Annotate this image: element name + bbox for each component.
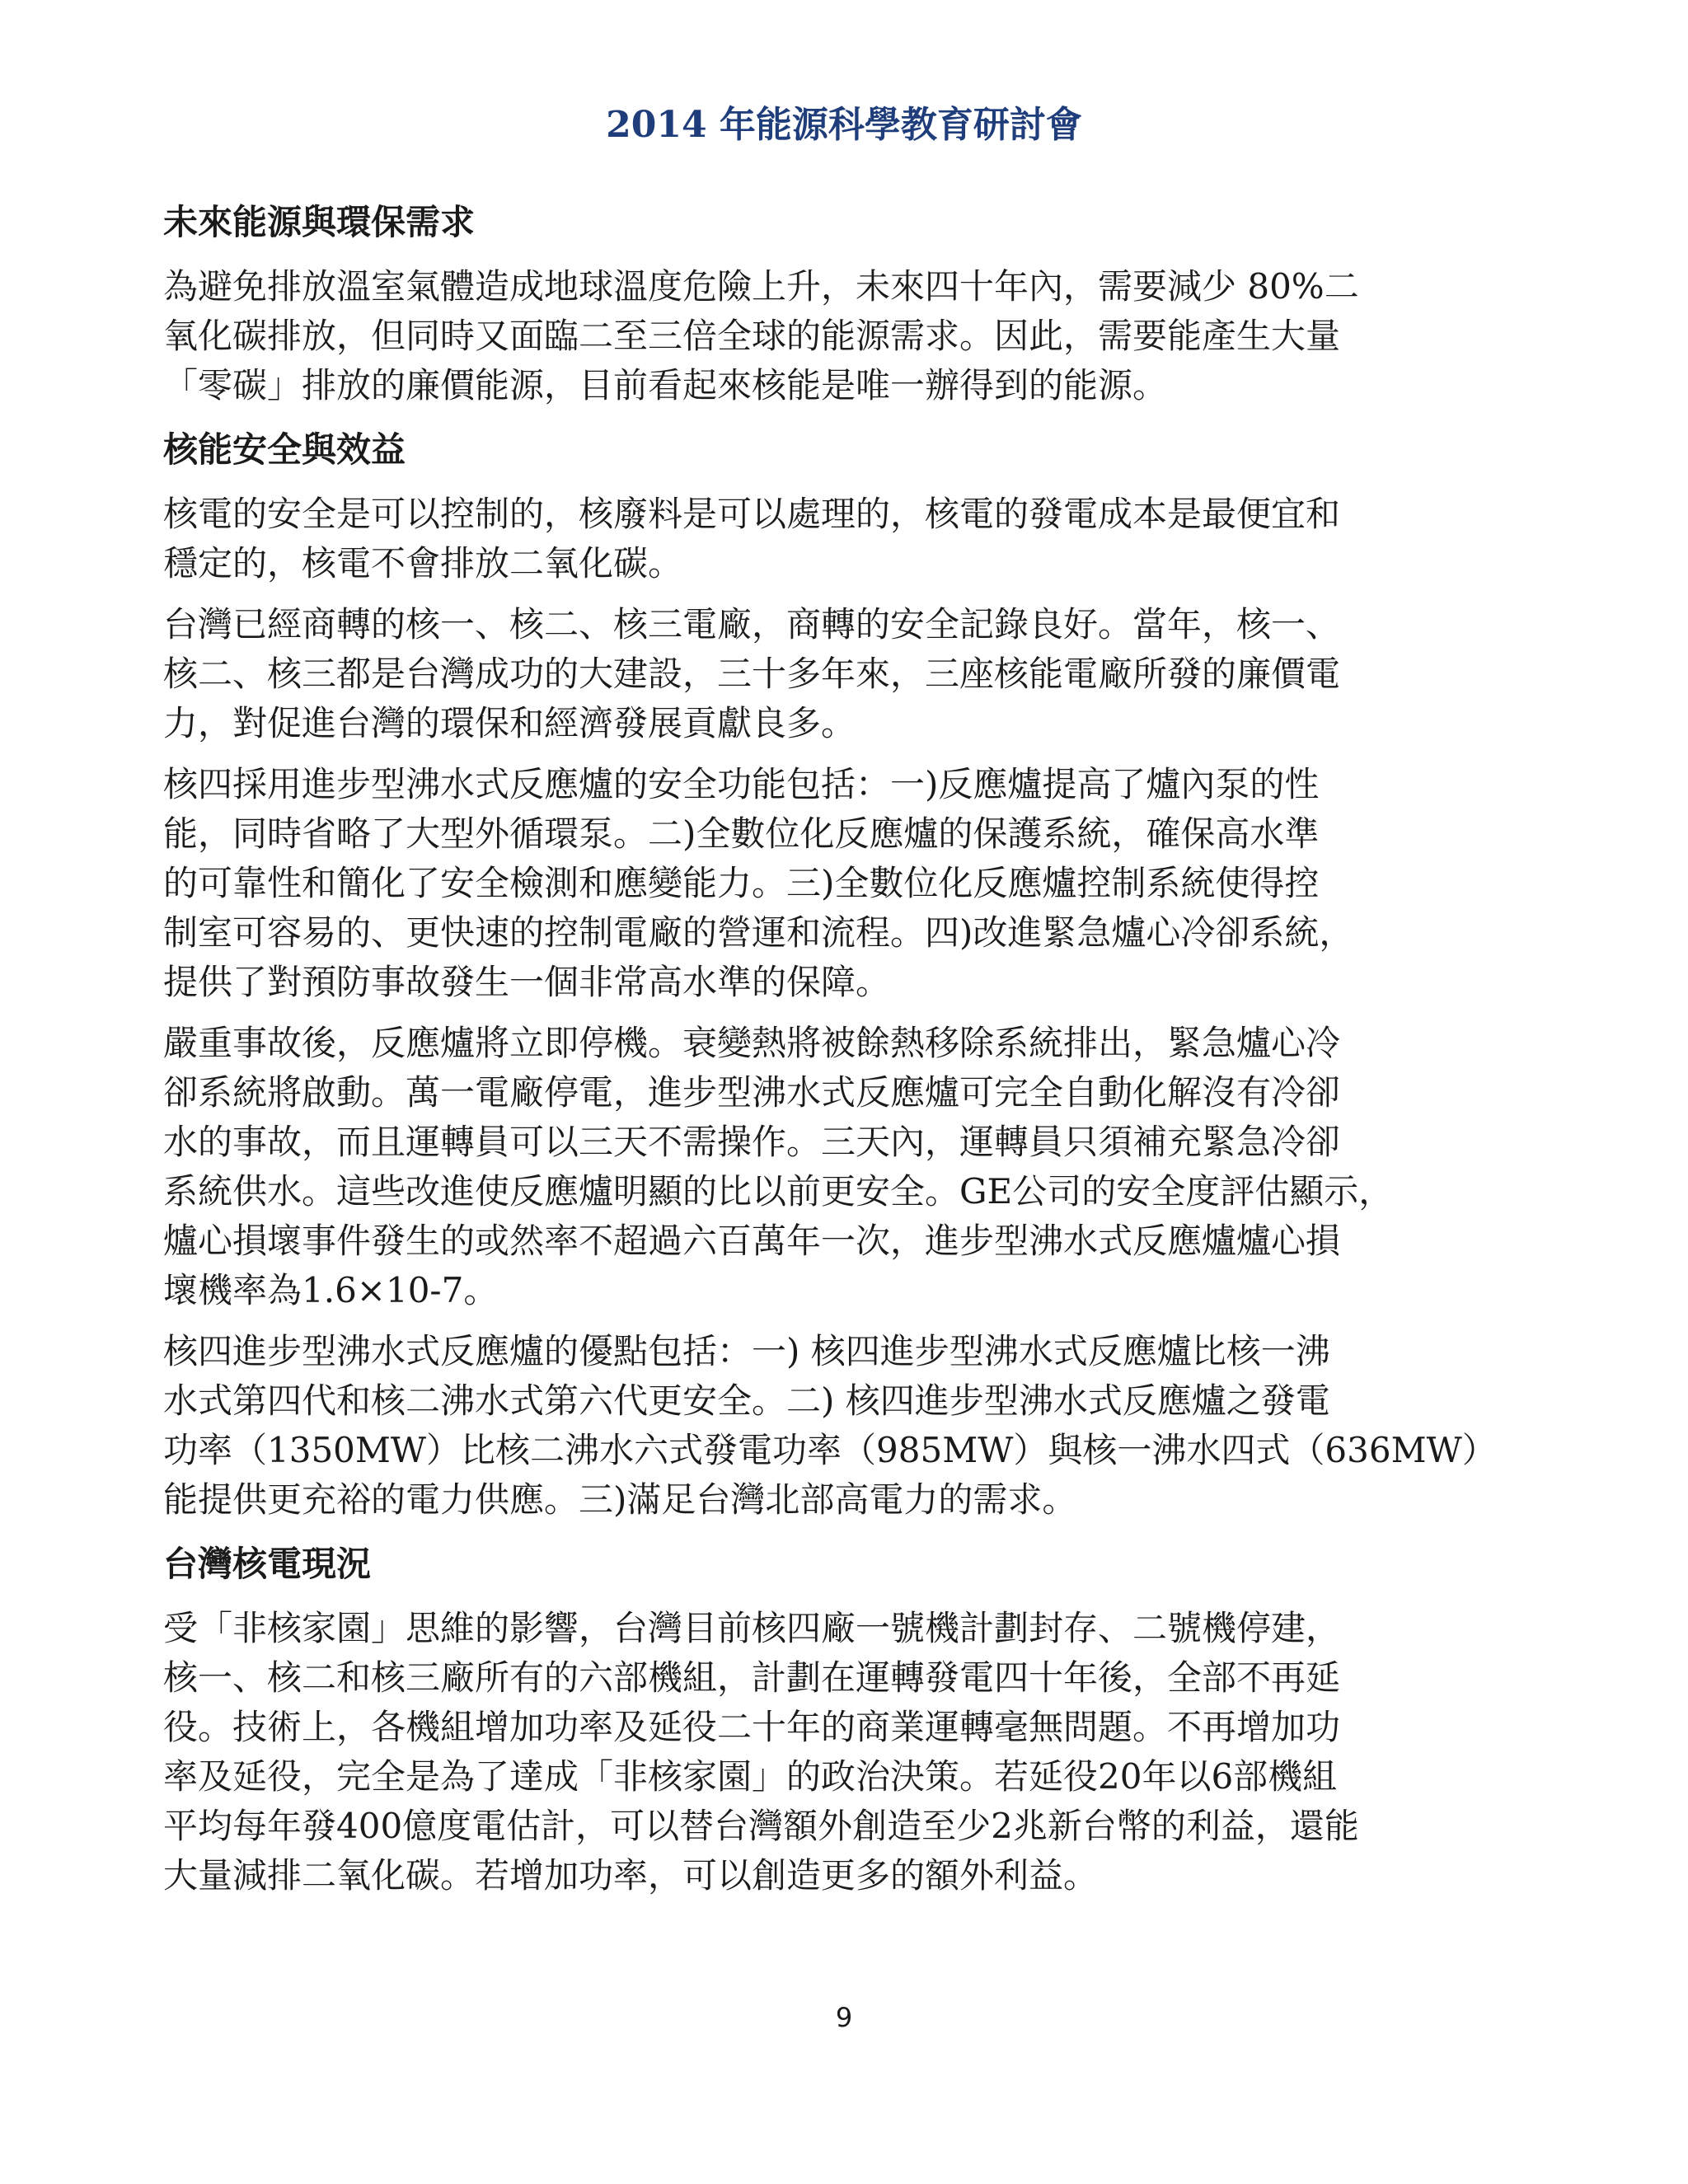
paragraph bbox=[163, 1019, 1515, 1315]
text-line: 制室可容易的、更快速的控制電廠的營運和流程。四)改進緊急爐心冷卻系統， bbox=[163, 912, 1354, 953]
text-line: 氧化碳排放，但同時又面臨二至三倍全球的能源需求。因此，需要能產生大量 bbox=[163, 316, 1341, 356]
section bbox=[163, 425, 1515, 1525]
section-heading: 台灣核電現況 bbox=[163, 1544, 372, 1584]
text-line: 卻系統將啟動。萬一電廠停電，進步型沸水式反應爐可完全自動化解沒有冷卻 bbox=[163, 1072, 1341, 1113]
text-line: 水的事故，而且運轉員可以三天不需操作。三天內，運轉員只須補充緊急冷卻 bbox=[163, 1122, 1341, 1162]
text-line: 提供了對預防事故發生一個非常高水準的保障。 bbox=[163, 962, 891, 1002]
paragraph bbox=[163, 262, 1515, 410]
text-line: 水式第四代和核二沸水式第六代更安全。二) 核四進步型沸水式反應爐之發電 bbox=[163, 1380, 1330, 1421]
text-line: 核一、核二和核三廠所有的六部機組，計劃在運轉發電四十年後，全部不再延 bbox=[163, 1657, 1341, 1698]
text-line: 平均每年發400億度電估計，可以替台灣額外創造至少2兆新台幣的利益，還能 bbox=[163, 1806, 1359, 1846]
text-line: 爐心損壞事件發生的或然率不超過六百萬年一次，進步型沸水式反應爐爐心損 bbox=[163, 1221, 1341, 1261]
document-body bbox=[163, 198, 1515, 1915]
section bbox=[163, 198, 1515, 410]
text-line: 為避免排放溫室氣體造成地球溫度危險上升，未來四十年內，需要減少 80%二 bbox=[163, 266, 1359, 307]
text-line: 系統供水。這些改進使反應爐明顯的比以前更安全。GE公司的安全度評估顯示， bbox=[163, 1171, 1394, 1212]
text-line: 功率（1350MW）比核二沸水六式發電功率（985MW）與核一沸水四式（636MW） bbox=[163, 1430, 1497, 1470]
text-line: 力，對促進台灣的環保和經濟發展貢獻良多。 bbox=[163, 703, 856, 743]
page-number: 9 bbox=[835, 2002, 853, 2033]
text-line: 核二、核三都是台灣成功的大建設，三十多年來，三座核能電廠所發的廉價電 bbox=[163, 654, 1341, 694]
paragraph bbox=[163, 1327, 1515, 1525]
section-heading: 未來能源與環保需求 bbox=[163, 202, 476, 242]
paragraph bbox=[163, 600, 1515, 748]
text-line: 受「非核家園」思維的影響，台灣目前核四廠一號機計劃封存、二號機停建， bbox=[163, 1608, 1341, 1648]
text-line: 的可靠性和簡化了安全檢測和應變能力。三)全數位化反應爐控制系統使得控 bbox=[163, 863, 1320, 903]
text-line: 能提供更充裕的電力供應。三)滿足台灣北部高電力的需求。 bbox=[163, 1479, 1077, 1520]
text-line: 核四進步型沸水式反應爐的優點包括：一) 核四進步型沸水式反應爐比核一沸 bbox=[163, 1331, 1330, 1371]
text-line: 穩定的，核電不會排放二氧化碳。 bbox=[163, 543, 683, 583]
text-line: 台灣已經商轉的核一、核二、核三電廠，商轉的安全記錄良好。當年，核一、 bbox=[163, 604, 1341, 644]
paragraph bbox=[163, 490, 1515, 588]
text-line: 大量減排二氧化碳。若增加功率，可以創造更多的額外利益。 bbox=[163, 1855, 1099, 1896]
text-line: 役。技術上，各機組增加功率及延役二十年的商業運轉毫無問題。不再增加功 bbox=[163, 1707, 1341, 1747]
text-line: 能，同時省略了大型外循環泵。二)全數位化反應爐的保護系統，確保高水準 bbox=[163, 813, 1320, 854]
text-line: 核四採用進步型沸水式反應爐的安全功能包括：一)反應爐提高了爐內泵的性 bbox=[163, 764, 1320, 804]
page-header-title: 2014 年能源科學教育研討會 bbox=[606, 104, 1082, 146]
section bbox=[163, 1540, 1515, 1900]
section-heading: 核能安全與效益 bbox=[163, 429, 406, 470]
text-line: 壞機率為1.6×10-7。 bbox=[163, 1270, 499, 1310]
paragraph bbox=[163, 760, 1515, 1007]
text-line: 核電的安全是可以控制的，核廢料是可以處理的，核電的發電成本是最便宜和 bbox=[163, 494, 1341, 534]
text-line: 嚴重事故後，反應爐將立即停機。衰變熱將被餘熱移除系統排出，緊急爐心冷 bbox=[163, 1023, 1341, 1063]
text-line: 「零碳」排放的廉價能源，目前看起來核能是唯一辦得到的能源。 bbox=[163, 365, 1168, 405]
text-line: 率及延役，完全是為了達成「非核家園」的政治決策。若延役20年以6部機組 bbox=[163, 1756, 1338, 1797]
paragraph bbox=[163, 1604, 1515, 1900]
